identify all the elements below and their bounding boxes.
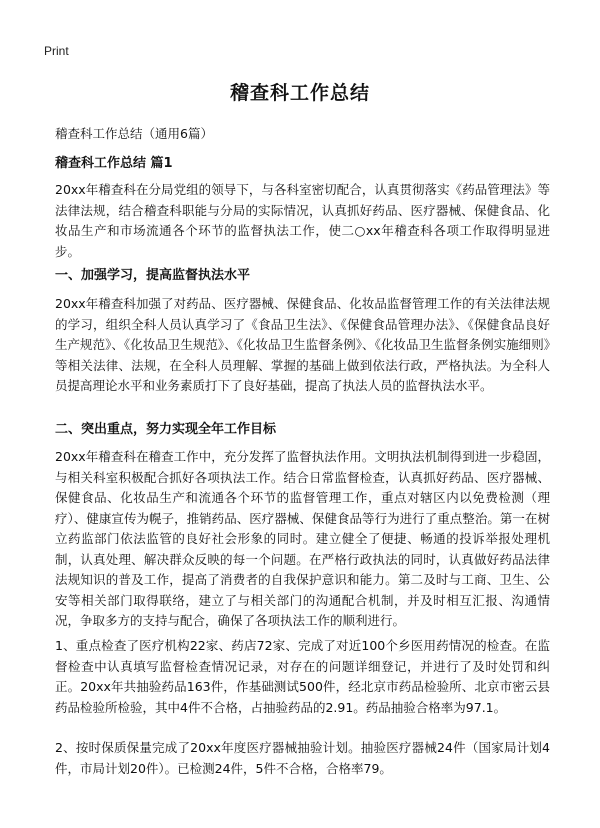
section-paragraph-2: 20xx年稽查科在稽查工作中，充分发挥了监督执法作用。文明执法机制得到进一步稳固，与相关科室积极配合抓好各项执法工作。结合日常监督检查，认真抓好药品、医疗器械、保健食品、化妆品生产和流通各个环节的监督管理工作，重点对辖区内以免费检测（理疗）、健康宣传为幌子，推销药品、医疗器械、保健食品等行为进行了重点整治。第一在树立药监部门依法监管的良好社会形象的同时。建立健全了便捷、畅通的投诉举报处理机制，认真处理、解决群众反映的每一个问题。在严格行政执法的同时，认真做好药品法律法规知识的普及工作，提高了消费者的自我保护意识和能力。第二及时与工商、卫生、公安等相关部门取得联络，建立了与相关部门的沟通配合机制，并及时相互汇报、沟通情况，争取多方的支持与配合，确保了各项执法工作的顺利进行。 [55, 449, 550, 628]
page-title: 稽查科工作总结 [229, 82, 370, 104]
intro-paragraph: 20xx年稽查科在分局党组的领导下，与各科室密切配合，认真贯彻落实《药品管理法》等法律法规，结合稽查科职能与分局的实际情况，认真抓好药品、医疗器械、保健食品、化妆品生产和市场流通各个环节的监督执法工作，使二○xx年稽查科各项工作取得明显进步。 [55, 182, 550, 259]
section-heading-1: 一、加强学习，提高监督执法水平 [55, 268, 251, 283]
list-item-1: 1、重点检查了医疗机构22家、药店72家、完成了对近100个乡医用药情况的检查。在监督检查中认真填写监督检查情况记录，对存在的问题详细登记，并进行了及时处罚和纠正。20xx年共抽验药品163件，作基础测试500件，经北京市药品检验所、北京市密云县药品检验所检验，其中4件不合格，占抽验药品的2.91。药品抽验合格率为97.1。 [55, 638, 550, 715]
document-subtitle: 稽查科工作总结（通用6篇） [55, 126, 213, 141]
print-link[interactable]: Print [44, 44, 69, 58]
section-heading-2: 二、突出重点，努力实现全年工作目标 [55, 422, 277, 437]
list-item-2: 2、按时保质保量完成了20xx年度医疗器械抽验计划。抽验医疗器械24件（国家局计划4件，市局计划20件）。已检测24件，5件不合格，合格率79。 [55, 740, 550, 776]
article-heading: 稽查科工作总结 篇1 [55, 156, 173, 171]
section-paragraph-1: 20xx年稽查科加强了对药品、医疗器械、保健食品、化妆品监督管理工作的有关法律法规的学习，组织全科人员认真学习了《食品卫生法》、《保健食品管理办法》、《保健食品良好生产规范》、《化妆品卫生规范》、《化妆品卫生监督条例》、《化妆品卫生监督条例实施细则》等相关法律、法规，在全科人员理解、掌握的基础上做到依法行政，严格执法。为全科人员提高理论水平和业务素质打下了良好基础，提高了执法人员的监督执法水平。 [55, 296, 550, 393]
